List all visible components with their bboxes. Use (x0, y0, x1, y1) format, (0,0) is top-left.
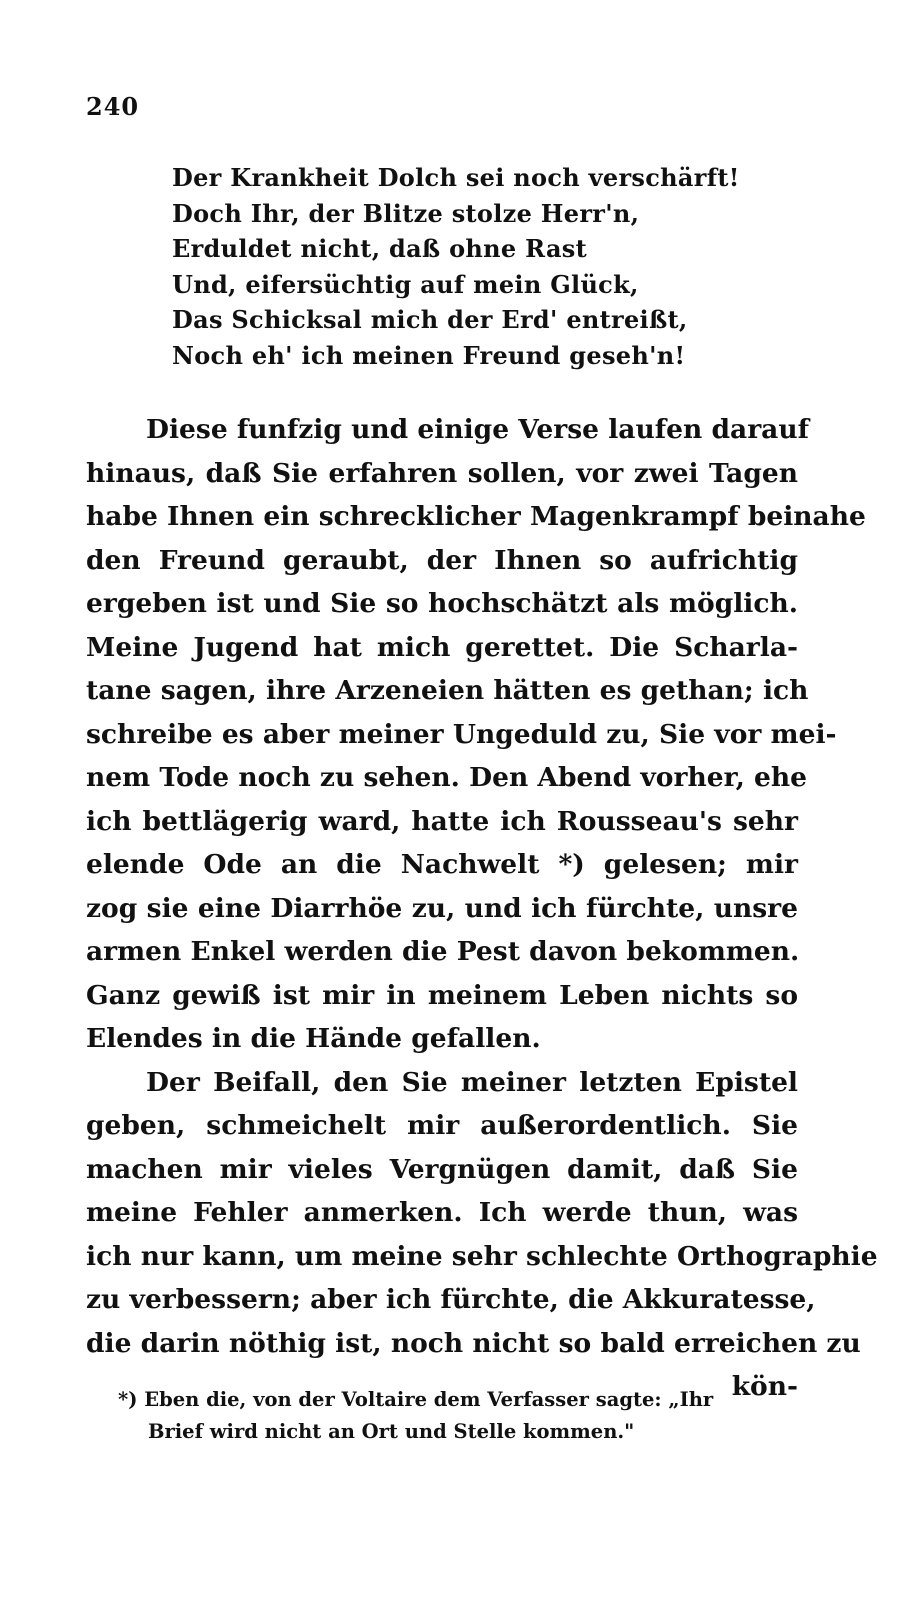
footnote-line: Brief wird nicht an Ort und Stelle kommen." (148, 1420, 635, 1443)
verse-line: Und, eifersüchtig auf mein Glück, (172, 269, 639, 299)
text-line: Diese funfzig und einige Verse laufen darauf (146, 414, 809, 445)
verse-line: Noch eh' ich meinen Freund geseh'n! (172, 340, 686, 370)
text-line: geben, schmeichelt mir außerordentlich. Sie (86, 1110, 798, 1141)
text-line: schreibe es aber meiner Ungeduld zu, Sie vor mei- (86, 718, 837, 750)
text-line: ergeben ist und Sie so hochschätzt als möglich. (86, 588, 798, 619)
text-line: den Freund geraubt, der Ihnen so aufrichtig (86, 544, 798, 576)
text-line: Elendes in die Hände gefallen. (86, 1023, 541, 1054)
text-line: zog sie eine Diarrhöe zu, und ich fürchte, unsre (86, 892, 798, 924)
verse-block (172, 160, 792, 373)
verse-line: Das Schicksal mich der Erd' entreißt, (172, 305, 688, 334)
text-line: tane sagen, ihre Arzeneien hätten es gethan; ich (86, 675, 809, 706)
text-line: Der Beifall, den Sie meiner letzten Epistel (146, 1066, 798, 1098)
verse-line: Erduldet nicht, daß ohne Rast (172, 234, 588, 263)
text-line: ich bettlägerig ward, hatte ich Rousseau's sehr (86, 805, 798, 837)
catchword: kön- (731, 1371, 798, 1402)
text-line: Ganz gewiß ist mir in meinem Leben nichts so (86, 979, 798, 1011)
text-line: machen mir vieles Vergnügen damit, daß Sie (86, 1153, 798, 1185)
text-line: die darin nöthig ist, noch nicht so bald erreichen zu (86, 1327, 861, 1359)
text-line: ich nur kann, um meine sehr schlechte Orthographie (86, 1240, 878, 1272)
body-text (86, 408, 878, 1409)
text-line: elende Ode an die Nachwelt *) gelesen; mir (86, 849, 798, 880)
footnote (118, 1384, 808, 1448)
verse-line: Doch Ihr, der Blitze stolze Herr'n, (172, 198, 640, 228)
text-line: armen Enkel werden die Pest davon bekommen. (86, 936, 800, 967)
verse-line: Der Krankheit Dolch sei noch verschärft! (172, 163, 740, 192)
text-line: nem Tode noch zu sehen. Den Abend vorher, ehe (86, 762, 808, 793)
footnote-line: *) Eben die, von der Voltaire dem Verfasser sagte: „Ihr (118, 1388, 714, 1411)
text-line: zu verbessern; aber ich fürchte, die Akkuratesse, (86, 1284, 816, 1315)
text-line: Meine Jugend hat mich gerettet. Die Scharla- (86, 631, 798, 663)
text-line: meine Fehler anmerken. Ich werde thun, was (86, 1197, 798, 1228)
page-number: 240 (86, 92, 140, 121)
text-line: habe Ihnen ein schrecklicher Magenkrampf beinahe (86, 501, 866, 532)
text-line: hinaus, daß Sie erfahren sollen, vor zwei Tagen (86, 457, 798, 489)
